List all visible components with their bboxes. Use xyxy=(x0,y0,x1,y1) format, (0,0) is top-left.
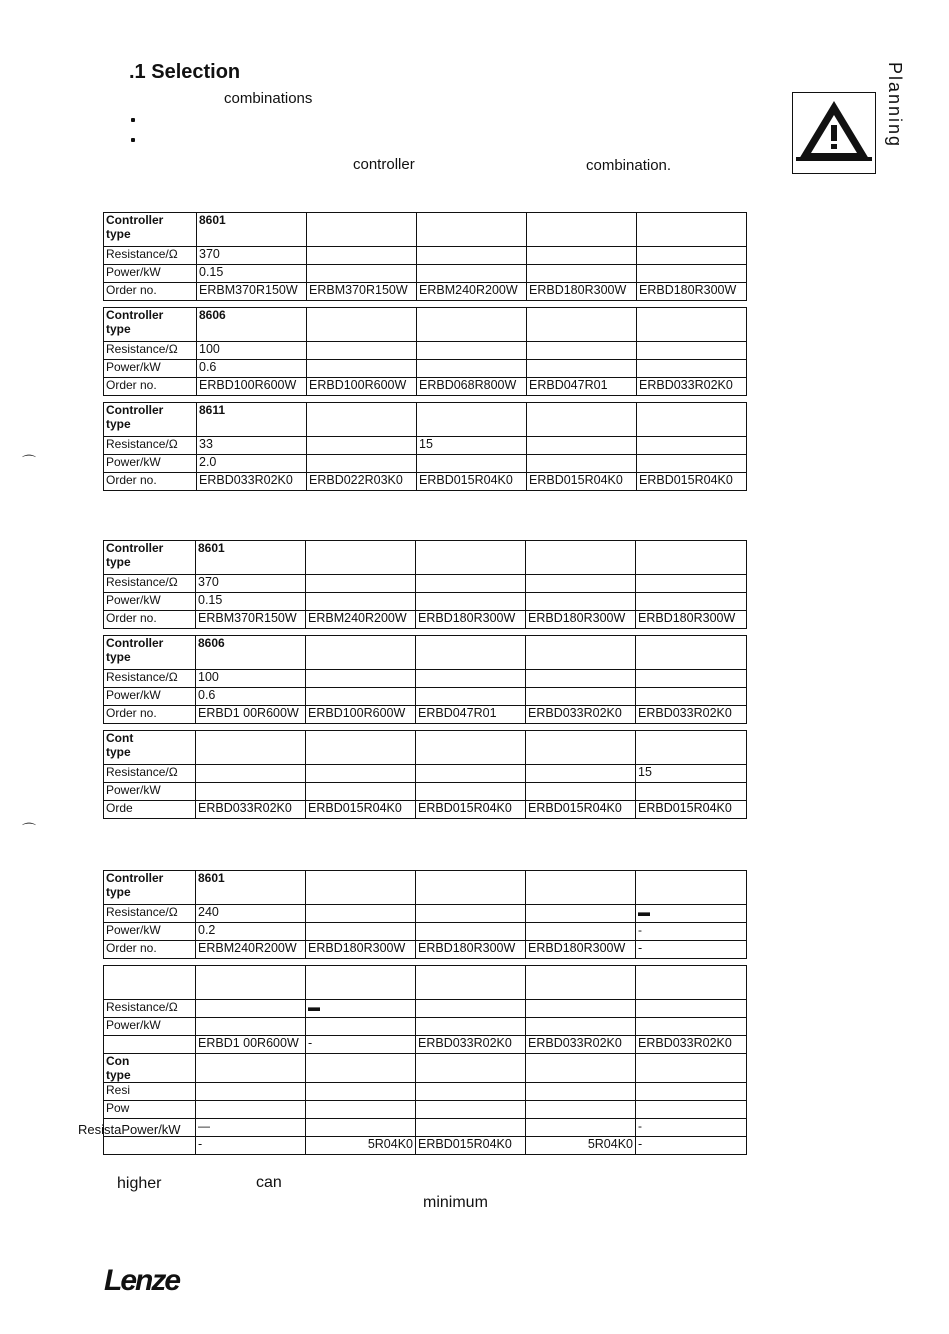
table-row xyxy=(104,265,747,283)
resistance-value: 100 xyxy=(197,342,307,360)
warning-icon-box xyxy=(792,92,876,174)
chapter-tab-label: Planning xyxy=(885,62,905,149)
order-number: ERBD180R300W xyxy=(636,611,747,629)
label-power: Power/kW xyxy=(104,688,196,706)
resistor-table-1 xyxy=(103,212,747,491)
order-number: ERBD047R01 xyxy=(527,378,637,396)
order-number: ERBD015R04K0 xyxy=(527,473,637,491)
table-row xyxy=(104,688,747,706)
bullet-1 xyxy=(131,118,135,122)
table-row: Resistance/Ω 240 ▬ xyxy=(104,905,747,923)
overlapping-label: ResistaPower/kW xyxy=(78,1122,181,1137)
label-power: Power/kW xyxy=(104,593,196,611)
order-number: ERBD015R04K0 xyxy=(306,801,416,819)
table-row xyxy=(104,636,747,670)
label-resistance: Resistance/Ω xyxy=(104,905,196,923)
section-heading: .1 Selection xyxy=(129,61,241,83)
order-number: 5R04K0 xyxy=(306,1137,416,1155)
table-row xyxy=(104,437,747,455)
order-number: ERBD047R01 xyxy=(416,706,526,724)
label-resistance: Resistance/Ω xyxy=(104,575,196,593)
controller-type-value: 8601 xyxy=(197,213,307,247)
table-row xyxy=(104,1083,747,1101)
table-row xyxy=(104,360,747,378)
power-value: 0.2 xyxy=(196,923,306,941)
table-row xyxy=(104,706,747,724)
order-number: - xyxy=(196,1137,306,1155)
table-row xyxy=(104,541,747,575)
label-controller-type: Cont type xyxy=(104,731,196,765)
order-number: ERBM240R200W xyxy=(306,611,416,629)
order-number: ERBD180R300W xyxy=(526,611,636,629)
label-power: Power/kW xyxy=(104,1018,196,1036)
table-row xyxy=(104,1101,747,1119)
order-number: ERBD033R02K0 xyxy=(197,473,307,491)
order-number: ERBD022R03K0 xyxy=(307,473,417,491)
order-number: ERBM240R200W xyxy=(196,941,306,959)
footer-word-higher: higher xyxy=(117,1175,162,1192)
resistor-table-2 xyxy=(103,540,747,819)
label-order: Order no. xyxy=(104,473,197,491)
label-power: Pow xyxy=(104,1101,196,1119)
order-number: ERBD033R02K0 xyxy=(196,801,306,819)
label-controller-type: Controller type xyxy=(104,403,197,437)
intro-word-combinations: combinations xyxy=(224,90,313,107)
label-power: Power/kW xyxy=(104,923,196,941)
order-number: ERBD015R04K0 xyxy=(637,473,747,491)
order-number: ERBD180R300W xyxy=(416,611,526,629)
order-number: ERBD015R04K0 xyxy=(526,801,636,819)
resistance-value: 15 xyxy=(417,437,527,455)
order-number: - xyxy=(636,941,747,959)
table-row: Resistance/Ω ▬ xyxy=(104,1000,747,1018)
order-number: ERBD180R300W xyxy=(416,941,526,959)
table-row xyxy=(104,575,747,593)
label-controller-type: Con type xyxy=(104,1054,196,1083)
order-number: ERBD100R600W xyxy=(197,378,307,396)
resistance-value: 100 xyxy=(196,670,306,688)
label-controller-type: Controller type xyxy=(104,541,196,575)
bullet-2 xyxy=(131,138,135,142)
resistor-table-3 xyxy=(103,870,747,1155)
label-order: Order no. xyxy=(104,706,196,724)
table-row xyxy=(104,378,747,396)
label-order: Order no. xyxy=(104,283,197,301)
label-resistance: Resistance/Ω xyxy=(104,437,197,455)
label-order: Order no. xyxy=(104,941,196,959)
resistance-value: 33 xyxy=(197,437,307,455)
table-row xyxy=(104,941,747,959)
table-row xyxy=(104,308,747,342)
order-number: ERBD033R02K0 xyxy=(526,706,636,724)
order-number: ERBD068R800W xyxy=(417,378,527,396)
label-order: Order no. xyxy=(104,378,197,396)
order-number: ERBD180R300W xyxy=(306,941,416,959)
label-controller-type: Controller type xyxy=(104,213,197,247)
label-controller-type: Controller type xyxy=(104,636,196,670)
table-row xyxy=(104,473,747,491)
order-number: ERBD100R600W xyxy=(306,706,416,724)
footer-word-minimum: minimum xyxy=(423,1194,488,1211)
order-number: 5R04K0 xyxy=(526,1137,636,1155)
order-number: ERBM370R150W xyxy=(197,283,307,301)
table-row: — - xyxy=(104,1119,747,1137)
power-value: 0.15 xyxy=(196,593,306,611)
order-number: ERBD033R02K0 xyxy=(416,1036,526,1054)
power-value: 2.0 xyxy=(197,455,307,473)
margin-mark-2: ⌒ xyxy=(22,822,36,838)
order-number: ERBD033R02K0 xyxy=(636,1036,747,1054)
order-number: ERBD015R04K0 xyxy=(416,1137,526,1155)
label-order: Order no. xyxy=(104,611,196,629)
order-number: ERBM370R150W xyxy=(307,283,417,301)
label-order: Orde xyxy=(104,801,196,819)
label-resistance: Resi xyxy=(104,1083,196,1101)
table-row xyxy=(104,213,747,247)
order-number: ERBD015R04K0 xyxy=(636,801,747,819)
table-row xyxy=(104,247,747,265)
order-number: ERBD015R04K0 xyxy=(416,801,526,819)
order-number: ERBM370R150W xyxy=(196,611,306,629)
order-number: - xyxy=(306,1036,416,1054)
table-row xyxy=(104,1018,747,1036)
resistance-value: 240 xyxy=(196,905,306,923)
table-row: Power/kW 0.2 - xyxy=(104,923,747,941)
table-row xyxy=(104,966,747,1000)
order-number: ERBD100R600W xyxy=(307,378,417,396)
table-row xyxy=(104,593,747,611)
label-resistance: Resistance/Ω xyxy=(104,765,196,783)
label-controller-type: Controller type xyxy=(104,871,196,905)
controller-type-value: 8601 xyxy=(196,541,306,575)
margin-mark-1: ⌒ xyxy=(22,454,36,470)
order-number: ERBD015R04K0 xyxy=(417,473,527,491)
table-row xyxy=(104,783,747,801)
table-row xyxy=(104,283,747,301)
table-row xyxy=(104,403,747,437)
table-row xyxy=(104,670,747,688)
order-number: ERBD180R300W xyxy=(526,941,636,959)
footer-word-can: can xyxy=(256,1174,282,1191)
table-row xyxy=(104,1137,747,1155)
warning-icon xyxy=(793,93,875,173)
controller-type-value: 8601 xyxy=(196,871,306,905)
table-row xyxy=(104,871,747,905)
power-value: 0.15 xyxy=(197,265,307,283)
lenze-logo: Lenze xyxy=(104,1264,180,1297)
order-number: ERBD1 00R600W xyxy=(196,1036,306,1054)
table-row xyxy=(104,611,747,629)
controller-type-value: 8606 xyxy=(196,636,306,670)
resistance-value: 15 xyxy=(636,765,747,783)
order-number: ERBM240R200W xyxy=(417,283,527,301)
label-resistance: Resistance/Ω xyxy=(104,1000,196,1018)
resistance-value: 370 xyxy=(197,247,307,265)
intro-word-combination: combination. xyxy=(586,157,672,174)
table-row xyxy=(104,731,747,765)
order-number: ERBD033R02K0 xyxy=(526,1036,636,1054)
label-power: Power/kW xyxy=(104,455,197,473)
order-number: - xyxy=(636,1137,747,1155)
order-number: ERBD1 00R600W xyxy=(196,706,306,724)
table-row xyxy=(104,342,747,360)
label-power: Power/kW xyxy=(104,783,196,801)
order-number: ERBD180R300W xyxy=(637,283,747,301)
label-resistance: Resistance/Ω xyxy=(104,670,196,688)
label-power: Power/kW xyxy=(104,265,197,283)
table-row xyxy=(104,765,747,783)
resistance-value: 370 xyxy=(196,575,306,593)
label-controller-type: Controller type xyxy=(104,308,197,342)
table-row xyxy=(104,1054,747,1083)
order-number: ERBD180R300W xyxy=(527,283,637,301)
intro-word-controller: controller xyxy=(353,156,415,173)
table-row xyxy=(104,1036,747,1054)
label-power: Power/kW xyxy=(104,360,197,378)
controller-type-value: 8611 xyxy=(197,403,307,437)
order-number: ERBD033R02K0 xyxy=(636,706,747,724)
label-resistance: Resistance/Ω xyxy=(104,342,197,360)
power-value: 0.6 xyxy=(197,360,307,378)
label-resistance: Resistance/Ω xyxy=(104,247,197,265)
order-number: ERBD033R02K0 xyxy=(637,378,747,396)
controller-type-value: 8606 xyxy=(197,308,307,342)
table-row xyxy=(104,801,747,819)
table-row xyxy=(104,455,747,473)
power-value: 0.6 xyxy=(196,688,306,706)
